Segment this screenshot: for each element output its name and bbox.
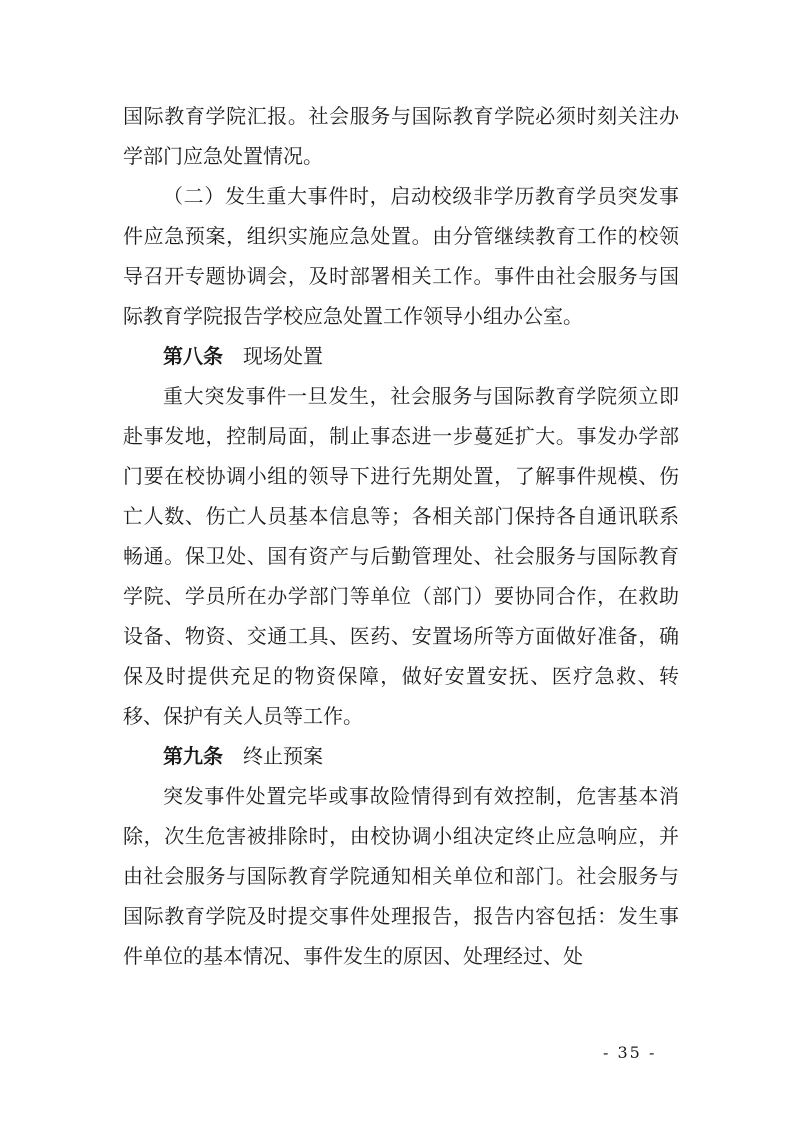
paragraph-major-event: （二）发生重大事件时，启动校级非学历教育学员突发事件应急预案，组织实施应急处置。由分管继续教育工作的校领导召开专题协调会，及时部署相关工作。事件由社会服务与国际教育学院报告学校应急处置工作领导小组办公室。 — [123, 184, 679, 328]
page-number: - 35 - — [603, 1043, 657, 1062]
article-8-title: 现场处置 — [243, 344, 323, 368]
body-text — [123, 96, 679, 976]
paragraph-onsite-handling: 重大突发事件一旦发生，社会服务与国际教育学院须立即赴事发地，控制局面，制止事态进一步蔓延扩大。事发办学部门要在校协调小组的领导下进行先期处置，了解事件规模、伤亡人数、伤亡人员基本信息等；各相关部门保持各自通讯联系畅通。保卫处、国有资产与后勤管理处、社会服务与国际教育学院、学员所在办学部门等单位（部门）要协同合作，在救助设备、物资、交通工具、医药、安置场所等方面做好准备，确保及时提供充足的物资保障，做好安置安抚、医疗急救、转移、保护有关人员等工作。 — [123, 384, 679, 728]
article-9-number: 第九条 — [163, 744, 223, 768]
article-9-heading-line — [123, 736, 679, 776]
paragraph-terminate-plan: 突发事件处置完毕或事故险情得到有效控制，危害基本消除，次生危害被排除时，由校协调小组决定终止应急响应，并由社会服务与国际教育学院通知相关单位和部门。社会服务与国际教育学院及时提交事件处理报告，报告内容包括：发生事件单位的基本情况、事件发生的原因、处理经过、处 — [123, 784, 679, 968]
article-8-heading-line — [123, 336, 679, 376]
article-9-title: 终止预案 — [243, 744, 323, 768]
paragraph-continued: 国际教育学院汇报。社会服务与国际教育学院必须时刻关注办学部门应急处置情况。 — [123, 104, 679, 168]
article-8-number: 第八条 — [163, 344, 223, 368]
